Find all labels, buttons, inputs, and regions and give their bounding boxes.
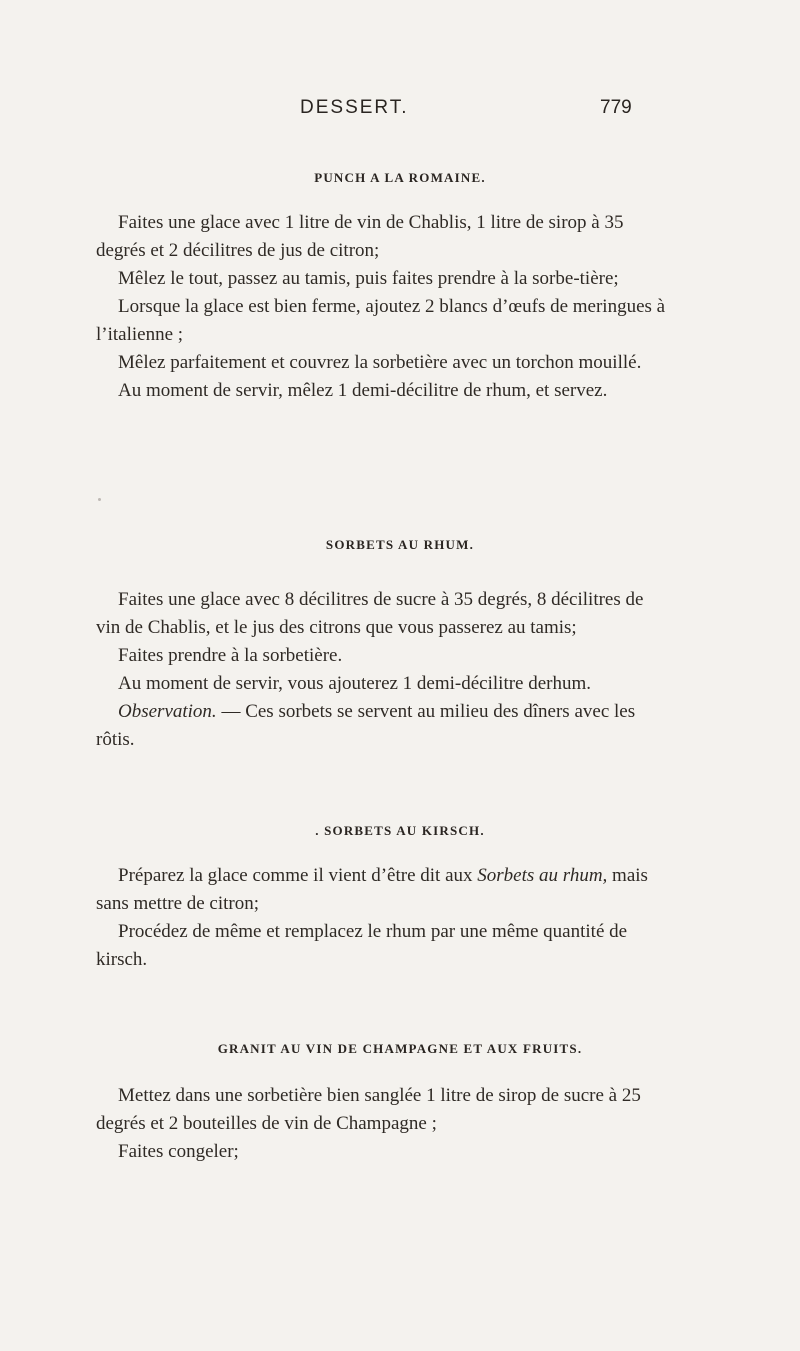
- section-title-granit: GRANIT AU VIN DE CHAMPAGNE ET AUX FRUITS.: [217, 1041, 583, 1056]
- page-header: [0, 97, 800, 129]
- section-sorbets-kirsch-body: [96, 862, 669, 974]
- paragraph: Faites une glace avec 8 décilitres de sucre à 35 degrés, 8 décilitres de vin de Chablis, et le jus des citrons que vous passerez au tamis;: [96, 589, 644, 638]
- paragraph: Faites prendre à la sorbetière.: [118, 645, 343, 666]
- paragraph: Mêlez parfaitement et couvrez la sorbetière avec un torchon mouillé.: [118, 352, 642, 373]
- observation-text: — Ces sorbets se servent au milieu des dîners avec les rôtis.: [96, 701, 636, 750]
- paragraph: Mettez dans une sorbetière bien sanglée 1 litre de sirop de sucre à 25 degrés et 2 bouteilles de vin de Champagne ;: [96, 1085, 641, 1134]
- section-sorbets-rhum-body: [96, 586, 669, 754]
- paragraph: Faites congeler;: [118, 1141, 239, 1162]
- paragraph: [96, 862, 669, 918]
- paragraph: Au moment de servir, vous ajouterez 1 demi-décilitre derhum.: [118, 673, 592, 694]
- print-speck: [98, 498, 101, 501]
- observation-label: Observation.: [118, 701, 217, 722]
- running-head: DESSERT.: [300, 97, 409, 118]
- paragraph: Faites une glace avec 1 litre de vin de Chablis, 1 litre de sirop à 35 degrés et 2 décilitres de jus de citron;: [96, 212, 624, 261]
- section-title-punch: PUNCH A LA ROMAINE.: [314, 170, 486, 185]
- page-number: 779: [600, 97, 632, 118]
- paragraph: Mêlez le tout, passez au tamis, puis faites prendre à la sorbe-tière;: [118, 268, 619, 289]
- recipe-reference: Sorbets au rhum,: [477, 865, 608, 886]
- section-punch-body: [96, 209, 669, 405]
- section-title-sorbets-rhum: SORBETS AU RHUM.: [325, 537, 475, 552]
- paragraph: Au moment de servir, mêlez 1 demi-décilitre de rhum, et servez.: [118, 380, 608, 401]
- paragraph-end: mais sans mettre de citron;: [96, 865, 648, 914]
- observation-paragraph: [96, 698, 669, 754]
- paragraph-start: Préparez la glace comme il vient d’être dit aux: [118, 865, 478, 886]
- paragraph: Procédez de même et remplacez le rhum par une même quantité de kirsch.: [96, 921, 628, 970]
- section-granit-body: [96, 1082, 669, 1166]
- paragraph: Lorsque la glace est bien ferme, ajoutez 2 blancs d’œufs de meringues à l’italienne ;: [96, 296, 666, 345]
- section-title-sorbets-kirsch: . SORBETS AU KIRSCH.: [315, 823, 485, 838]
